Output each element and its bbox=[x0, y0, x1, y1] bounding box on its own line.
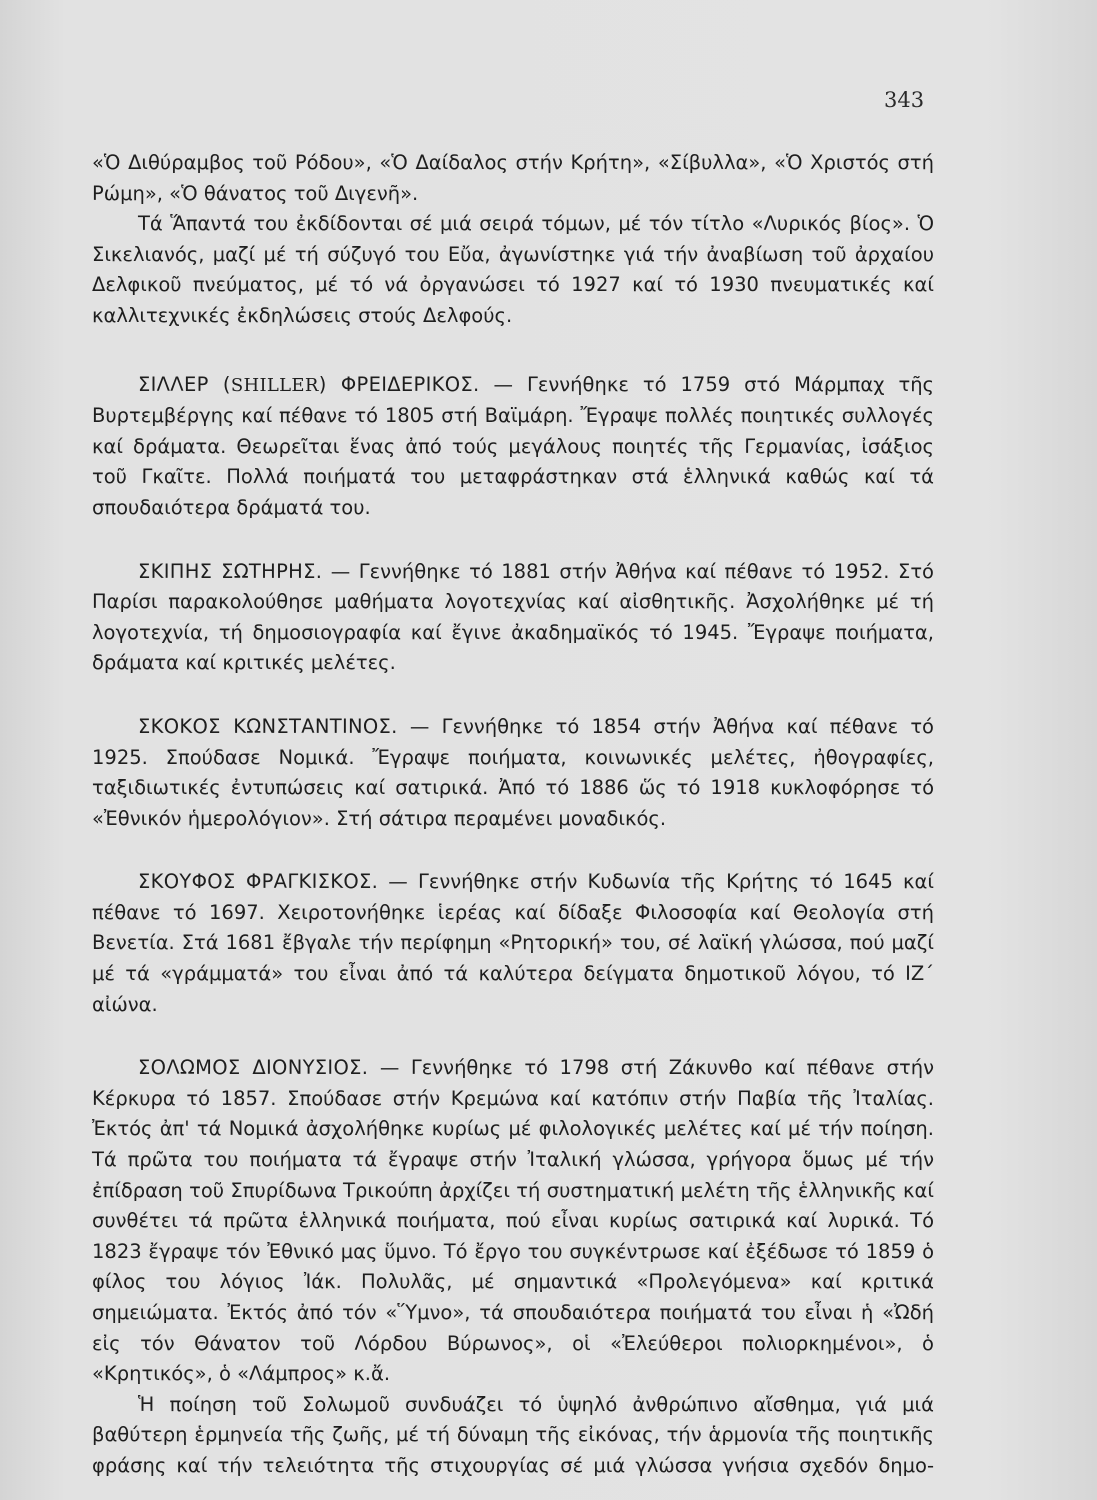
entry-schiller-heading bbox=[138, 373, 480, 396]
intro-section bbox=[92, 148, 934, 332]
entry-schiller-heading-part-2: ) ΦΡΕΙΔΕΡΙΚΟΣ. bbox=[318, 372, 480, 396]
entry-schiller bbox=[92, 370, 934, 524]
entry-solomos bbox=[92, 1053, 934, 1481]
entry-schiller-text: — Γεννήθηκε τό 1759 στό Μάρμπαχ τῆς Βυρτεμβέργης καί πέθανε τό 1805 στή Βαϊμάρη. Ἔγραψε πολλές ποιητικές συλλογές καί δράματα. Θεωρεῖται ἕνας ἀπό τούς μεγάλους ποιητές τῆς Γερμανίας, ἰσάξιος τοῦ Γκαῖτε. Πολλά ποιήματά του μεταφράστηκαν στά ἑλληνικά καθώς καί τά σπουδαιότερα δράματά του. bbox=[92, 372, 935, 519]
entry-skoufos bbox=[92, 867, 934, 1020]
entry-schiller-heading-part-1: ΣΙΛΛΕΡ ( bbox=[138, 372, 231, 396]
entry-schiller-heading-latin: SHILLER bbox=[230, 374, 319, 396]
entry-skipis-heading: ΣΚΙΠΗΣ ΣΩΤΗΡΗΣ. bbox=[138, 559, 323, 583]
entry-skipis-paragraph bbox=[92, 557, 934, 679]
entry-solomos-paragraph-1 bbox=[92, 1053, 934, 1390]
page-body bbox=[92, 148, 934, 1500]
entry-skoufos-text: — Γεννήθηκε στήν Κυδωνία τῆς Κρήτης τό 1645 καί πέθανε τό 1697. Χειροτονήθηκε ἱερέας καί δίδαξε Φιλοσοφία καί Θεολογία στή Βενετία. Στά 1681 ἔβγαλε τήν περίφημη «Ρητορική» του, σέ λαϊκή γλώσσα, πού μαζί μέ τά «γράμματά» του εἶναι ἀπό τά καλύτερα δείγματα δημοτικοῦ λόγου, τό ΙΖ΄ αἰώνα. bbox=[92, 870, 934, 1016]
entry-skoufos-paragraph bbox=[92, 867, 934, 1020]
page-number: 343 bbox=[884, 88, 925, 112]
intro-paragraph-1: «Ὁ Διθύραμβος τοῦ Ρόδου», «Ὁ Δαίδαλος στήν Κρήτη», «Σίβυλλα», «Ὁ Χριστός στή Ρώμη», «Ὁ θάνατος τοῦ Διγενῆ». bbox=[92, 151, 934, 205]
entry-skipis-text: — Γεννήθηκε τό 1881 στήν Ἀθήνα καί πέθανε τό 1952. Στό Παρίσι παρακολούθησε μαθήματα λογοτεχνίας καί αἰσθητικῆς. Ἀσχολήθηκε μέ τή λογοτεχνία, τή δημοσιογραφία καί ἔγινε ἀκαδημαϊκός τό 1945. Ἔγραψε ποιήματα, δράματα καί κριτικές μελέτες. bbox=[92, 559, 934, 675]
entry-skipis bbox=[92, 557, 934, 679]
entry-skokos-text: — Γεννήθηκε τό 1854 στήν Ἀθήνα καί πέθανε τό 1925. Σπούδασε Νομικά. Ἔγραψε ποιήματα, κοινωνικές μελέτες, ἠθογραφίες, ταξιδιωτικές ἐντυπώσεις καί σατιρικά. Ἀπό τό 1886 ὥς τό 1918 κυκλοφόρησε τό «Ἐθνικόν ἡμερολόγιον». Στή σάτιρα περαμένει μοναδικός. bbox=[92, 714, 934, 830]
entry-skokos bbox=[92, 712, 934, 834]
entry-skoufos-heading: ΣΚΟΥΦΟΣ ΦΡΑΓΚΙΣΚΟΣ. bbox=[138, 870, 379, 894]
entry-solomos-paragraph-2: Ἡ ποίηση τοῦ Σολωμοῦ συνδυάζει τό ὑψηλό ἀνθρώπινο αἴσθημα, γιά μιά βαθύτερη ἑρμηνεία τῆς ζωῆς, μέ τή δύναμη τῆς εἰκόνας, τήν ἁρμονία τῆς ποιητικῆς φράσης καί τήν τελειότητα τῆς στιχουργίας σέ μιά γλώσσα γνήσια σχεδόν δημο- bbox=[92, 1392, 934, 1477]
entry-skokos-paragraph bbox=[92, 712, 934, 834]
intro-paragraph-2: Τά Ἅπαντά του ἐκδίδονται σέ μιά σειρά τόμων, μέ τόν τίτλο «Λυρικός βίος». Ὁ Σικελιανός, μαζί μέ τή σύζυγό του Εὔα, ἀγωνίστηκε γιά τήν ἀναβίωση τοῦ ἀρχαίου Δελφικοῦ πνεύματος, μέ τό νά ὀργανώσει τό 1927 καί τό 1930 πνευματικές καί καλλιτεχνικές ἐκδηλώσεις στούς Δελφούς. bbox=[92, 212, 934, 327]
entry-schiller-paragraph bbox=[92, 370, 934, 524]
entry-solomos-heading: ΣΟΛΩΜΟΣ ΔΙΟΝΥΣΙΟΣ. bbox=[138, 1056, 369, 1080]
entry-solomos-text: — Γεννήθηκε τό 1798 στή Ζάκυνθο καί πέθανε στήν Κέρκυρα τό 1857. Σπούδασε στήν Κρεμώνα καί κατόπιν στήν Παβία τῆς Ἰταλίας. Ἐκτός ἀπ' τά Νομικά ἀσχολήθηκε κυρίως μέ φιλολογικές μελέτες καί μέ τήν ποίηση. Τά πρῶτα του ποιήματα τά ἔγραψε στήν Ἰταλική γλώσσα, γρήγορα ὅμως μέ τήν ἐπίδραση τοῦ Σπυρίδωνα Τρικούπη ἀρχίζει τή συστηματική μελέτη τῆς ἑλληνικῆς καί συνθέτει τά πρῶτα ἑλληνικά ποιήματα, πού εἶναι κυρίως σατιρικά καί λυρικά. Τό 1823 ἔγραψε τόν Ἐθνικό μας ὕμνο. Τό ἔργο του συγκέντρωσε καί ἐξέδωσε τό 1859 ὁ φίλος του λόγιος Ἰάκ. Πολυλᾶς, μέ σημαντικά «Προλεγόμενα» καί κριτικά σημειώματα. Ἐκτός ἀπό τόν «Ὕμνο», τά σπουδαιότερα ποιήματά του εἶναι ἡ «Ὠδή εἰς τόν Θάνατον τοῦ Λόρδου Βύρωνος», οἱ «Ἐλεύθεροι πολιορκημένοι», ὁ «Κρητικός», ὁ «Λάμπρος» κ.ἄ. bbox=[92, 1056, 934, 1386]
entry-skokos-heading: ΣΚΟΚΟΣ ΚΩΝΣΤΑΝΤΙΝΟΣ. bbox=[138, 714, 398, 738]
